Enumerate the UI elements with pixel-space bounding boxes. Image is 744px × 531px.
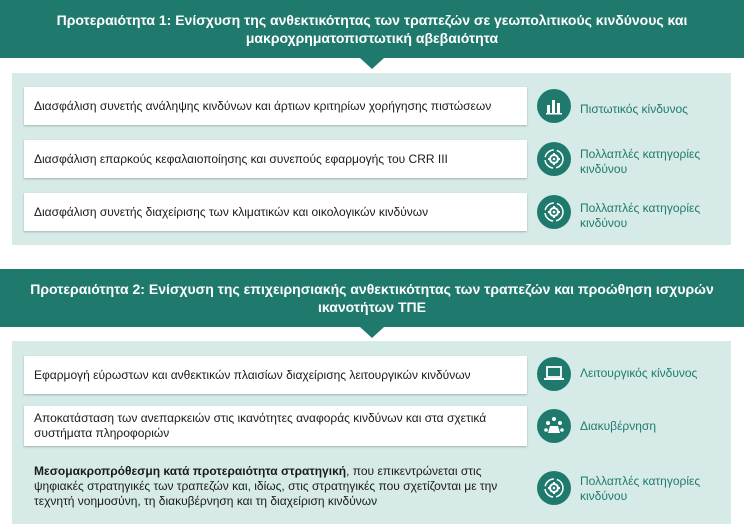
header-notch [360, 58, 384, 69]
item-text: Διασφάλιση συνετής διαχείρισης των κλιματικών και οικολογικών κινδύνων [34, 204, 429, 219]
item-text: Εφαρμογή εύρωστων και ανθεκτικών πλαισίων διαχείρισης λειτουργικών κινδύνων [34, 367, 471, 382]
category-label: Διακυβέρνηση [580, 419, 657, 433]
laptop-icon [537, 357, 571, 391]
item-text-rest: , που επικεντρώνεται στις ψηφιακές στρατηγικές των τραπεζών και, ιδίως, στις στρατηγικές που σχετίζονται με την τεχνητή νοημοσύνη, τη διακυβέρνηση και τη διαχείριση κινδύνων [34, 464, 498, 508]
list-item [24, 406, 527, 446]
priority-1-title: Προτεραιότητα 1: Ενίσχυση της ανθεκτικότητας των τραπεζών σε γεωπολιτικούς κινδύνους και μακροχρηματοπιστωτική αβεβαιότητα [56, 12, 688, 46]
meeting-table-icon [537, 409, 571, 443]
category-label: Πολλαπλές κατηγορίες κινδύνου [580, 474, 701, 503]
category-label: Πολλαπλές κατηγορίες κινδύνου [580, 147, 701, 176]
list-item [24, 193, 527, 231]
item-text: Διασφάλιση συνετής ανάληψης κινδύνων και άρτιων κριτηρίων χορήγησης πιστώσεων [34, 98, 492, 113]
bar-chart-icon [537, 89, 571, 123]
gear-cycle-icon [537, 195, 571, 229]
gear-cycle-icon [537, 471, 571, 505]
category-label: Λειτουργικός κίνδυνος [580, 366, 698, 380]
item-text: Διασφάλιση επαρκούς κεφαλαιοποίησης και συνεπούς εφαρμογής του CRR III [34, 151, 448, 166]
category-label: Πολλαπλές κατηγορίες κινδύνου [580, 201, 701, 230]
item-text [34, 464, 517, 509]
priority-2-title: Προτεραιότητα 2: Ενίσχυση της επιχειρησιακής ανθεκτικότητας των τραπεζών και προώθηση ισχυρών ικανοτήτων ΤΠΕ [30, 281, 714, 315]
item-text: Αποκατάσταση των ανεπαρκειών στις ικανότητες αναφοράς κινδύνων και στα σχετικά συστήματα πληροφοριών [34, 411, 487, 440]
list-item [24, 356, 527, 394]
list-item [24, 87, 527, 125]
priority-2-header [0, 269, 744, 327]
list-item [24, 140, 527, 178]
gear-cycle-icon [537, 142, 571, 176]
item-text-bold: Μεσομακροπρόθεσμη κατά προτεραιότητα στρατηγική [34, 464, 347, 478]
category-label: Πιστωτικός κίνδυνος [580, 102, 688, 116]
list-item-highlighted [24, 458, 527, 518]
header-notch [360, 327, 384, 338]
priority-1-header [0, 0, 744, 58]
